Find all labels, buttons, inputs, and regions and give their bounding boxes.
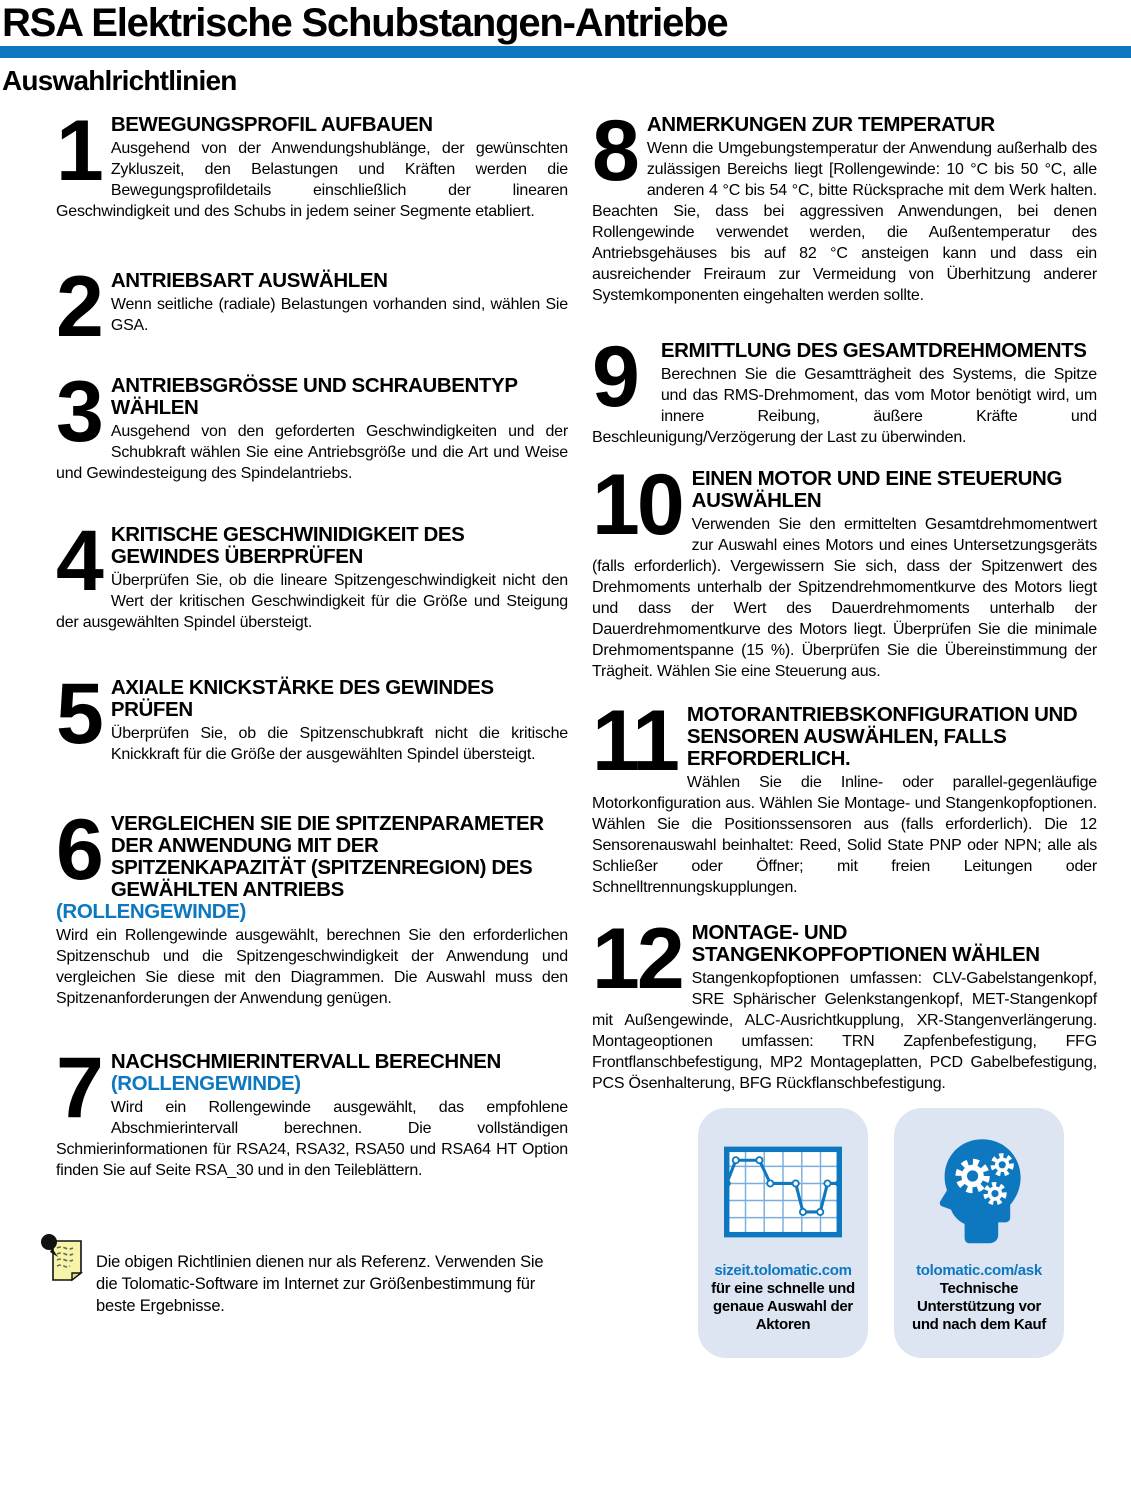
- sizing-tool-icon-wrap: [724, 1128, 842, 1256]
- step-9: [592, 329, 1097, 448]
- step-body: Verwenden Sie den ermittelten Gesamtdrehmomentwert zur Auswahl eines Motors und eines Untersetzungsgeräts (falls erforderlich). Vergewissern Sie sich, dass der Spitzenwert des Drehmoments unterhalb der Spitzendrehmomentkurve des Motors liegt und dass der Wert des Dauerdrehmoments unterhalb der Dauerdrehmomentkurve des Motors liegt. Überprüfen Sie die minimale Drehmomentspanne (15 %). Überprüfen Sie die Übereinstimmung der Trägheit. Wählen Sie eine Steuerung aus.: [592, 516, 1097, 680]
- step-number: 3: [56, 364, 101, 460]
- tech-support-box: [894, 1108, 1064, 1358]
- head-gears-icon: [931, 1136, 1027, 1248]
- step-body: Wird ein Rollengewinde ausgewählt, berechnen Sie den erforderlichen Spitzenschub und die Spitzengeschwindigkeit der Anwendung und vergleichen Sie diese mit den Diagrammen. Die Auswahl muss den Spitzenanforderungen der Anwendung genügen.: [56, 927, 568, 1007]
- page-title: RSA Elektrische Schubstangen-Antriebe: [2, 1, 728, 45]
- step-body: Wird ein Rollengewinde ausgewählt, das empfohlene Abschmierintervall berechnen. Die vollständigen Schmierinformationen für RSA24, RSA32, RSA50 und RSA64 HT Option finden Sie auf Seite RSA_30 und in den Teileblättern.: [56, 1099, 568, 1179]
- sizing-tool-caption: für eine schnelle und genaue Auswahl der Aktoren: [711, 1280, 855, 1333]
- step-number: 4: [56, 513, 101, 609]
- step-6: [56, 802, 568, 1009]
- step-heading: MONTAGE- UND STANGENKOPFOPTIONEN WÄHLEN: [691, 921, 1040, 966]
- step-body: Stangenkopfoptionen umfassen: CLV-Gabelstangenkopf, SRE Sphärischer Gelenkstangenkopf, MET-Stangenkopf mit Außengewinde, ALC-Ausrichtkupplung, XR-Stangenverlängerung. Montageoptionen umfassen: TRN Zapfenbefestigung, FFG Frontflanschbefestigung, MP2 Montageplatten, PCD Gabelbefestigung, PCS Ösenhalterung, BFG Rückflanschbefestigung.: [592, 970, 1097, 1092]
- section-title: Auswahlrichtlinien: [2, 65, 237, 96]
- sizing-tool-link[interactable]: sizeit.tolomatic.com: [714, 1262, 852, 1279]
- step-heading-accent: (ROLLENGEWINDE): [110, 1072, 301, 1095]
- tech-support-link[interactable]: tolomatic.com/ask: [916, 1262, 1042, 1279]
- step-heading-accent: (ROLLENGEWINDE): [56, 900, 246, 923]
- info-boxes: [698, 1108, 1097, 1358]
- step-number: 5: [56, 666, 101, 762]
- step-heading: ANTRIEBSGRÖSSE UND SCHRAUBENTYP WÄHLEN: [110, 374, 518, 419]
- step-12: [592, 911, 1097, 1094]
- step-number: 9: [592, 329, 637, 425]
- note-text: Die obigen Richtlinien dienen nur als Referenz. Verwenden Sie die Tolomatic-Software im Internet zur Größenbestimmung für beste Ergebnisse.: [96, 1253, 544, 1315]
- two-column-layout: [0, 96, 1131, 1358]
- step-heading: BEWEGUNGSPROFIL AUFBAUEN: [110, 113, 433, 136]
- step-number: 6: [56, 802, 101, 898]
- step-2: [56, 259, 568, 355]
- reference-note: [40, 1231, 568, 1317]
- sticky-note-icon: [40, 1233, 86, 1283]
- page-header: [0, 0, 1131, 96]
- step-body: Überprüfen Sie, ob die Spitzenschubkraft nicht die kritische Knickkraft für die Größe der ausgewählten Spindel übersteigt.: [110, 725, 568, 763]
- step-number: 11: [592, 693, 677, 789]
- step-3: [56, 364, 568, 484]
- step-body: Wenn die Umgebungstemperatur der Anwendung außerhalb des zulässigen Bereichs liegt [Rollengewinde: 10 °C bis 50 °C, alle anderen 4 °C bis 54 °C, bitte Rücksprache mit dem Werk halten. Beachten Sie, dass bei aggressiven Anwendungen, bei denen Rollengewinde verwendet werden, die Außentemperatur des Antriebsgehäuses bis auf 82 °C ansteigen kann und dass ein ausreichender Freiraum zur Vermeidung von Überhitzung anderer Systemkomponenten eingehalten werden sollte.: [592, 140, 1097, 304]
- step-number: 7: [56, 1040, 101, 1136]
- step-11: [592, 693, 1097, 898]
- step-4: [56, 513, 568, 633]
- step-heading: VERGLEICHEN SIE DIE SPITZENPARAMETER DER ANWENDUNG MIT DER SPITZENKAPAZITÄT (SPITZENREGION) DES GEWÄHLTEN ANTRIEBS: [110, 812, 544, 901]
- step-heading: MOTORANTRIEBSKONFIGURATION UND SENSOREN AUSWÄHLEN, FALLS ERFORDERLICH.: [686, 703, 1078, 770]
- step-body: Berechnen Sie die Gesamtträgheit des Systems, die Spitze und das RMS-Drehmoment, das vom Motor benötigt wird, um innere Reibung, äußere Kräfte und Beschleunigung/Verzögerung der Last zu überwinden.: [592, 366, 1097, 446]
- step-body: Wenn seitliche (radiale) Belastungen vorhanden sind, wählen Sie GSA.: [110, 296, 568, 334]
- sizing-tool-box: [698, 1108, 868, 1358]
- step-heading: KRITISCHE GESCHWINIDIGKEIT DES GEWINDES ÜBERPRÜFEN: [110, 523, 465, 568]
- step-heading: AXIALE KNICKSTÄRKE DES GEWINDES PRÜFEN: [110, 676, 494, 721]
- step-heading: NACHSCHMIERINTERVALL BERECHNEN: [110, 1050, 501, 1073]
- step-heading: ANTRIEBSART AUSWÄHLEN: [110, 269, 388, 292]
- motion-profile-chart-icon: [724, 1146, 842, 1238]
- step-heading: ANMERKUNGEN ZUR TEMPERATUR: [646, 113, 995, 136]
- step-5: [56, 666, 568, 765]
- step-body: Ausgehend von den geforderten Geschwindigkeiten und der Schubkraft wählen Sie eine Antriebsgröße und die Art und Weise und Gewindesteigung des Spindelantriebs.: [56, 423, 568, 482]
- step-heading: ERMITTLUNG DES GESAMTDREHMOMENTS: [660, 339, 1087, 362]
- step-body: Überprüfen Sie, ob die lineare Spitzengeschwindigkeit nicht den Wert der kritischen Geschwindigkeit für die Größe und Steigung der ausgewählten Spindel übersteigt.: [56, 572, 568, 631]
- step-body: Ausgehend von der Anwendungshublänge, der gewünschten Zykluszeit, den Belastungen und Kräften werden die Bewegungsprofildetails einschließlich der linearen Geschwindigkeit und des Schubs in jedem seiner Segmente etabliert.: [56, 140, 568, 220]
- step-heading: EINEN MOTOR UND EINE STEUERUNG AUSWÄHLEN: [691, 467, 1062, 512]
- step-number: 2: [56, 259, 101, 355]
- step-number: 10: [592, 457, 682, 553]
- step-number: 8: [592, 103, 637, 199]
- step-7: [56, 1040, 568, 1181]
- title-accent-rule: [0, 46, 1131, 58]
- tech-support-icon-wrap: [931, 1128, 1027, 1256]
- step-number: 12: [592, 911, 682, 1007]
- step-number: 1: [56, 103, 101, 199]
- step-8: [592, 103, 1097, 306]
- step-10: [592, 457, 1097, 682]
- step-1: [56, 103, 568, 222]
- right-column: [592, 103, 1097, 1358]
- left-column: [56, 103, 568, 1358]
- tech-support-caption: Technische Unterstützung vor und nach dem Kauf: [911, 1280, 1047, 1333]
- step-body: Wählen Sie die Inline- oder parallel-gegenläufige Motorkonfiguration aus. Wählen Sie Montage- und Stangenkopfoptionen. Wählen Sie die Positionssensoren aus (falls erforderlich). Die 12 Sensorenauswahl beinhaltet: Reed, Solid State PNP oder NPN; alle als Schließer oder Öffner; mit freien Leitungen oder Schnelltrennungskupplungen.: [592, 774, 1097, 896]
